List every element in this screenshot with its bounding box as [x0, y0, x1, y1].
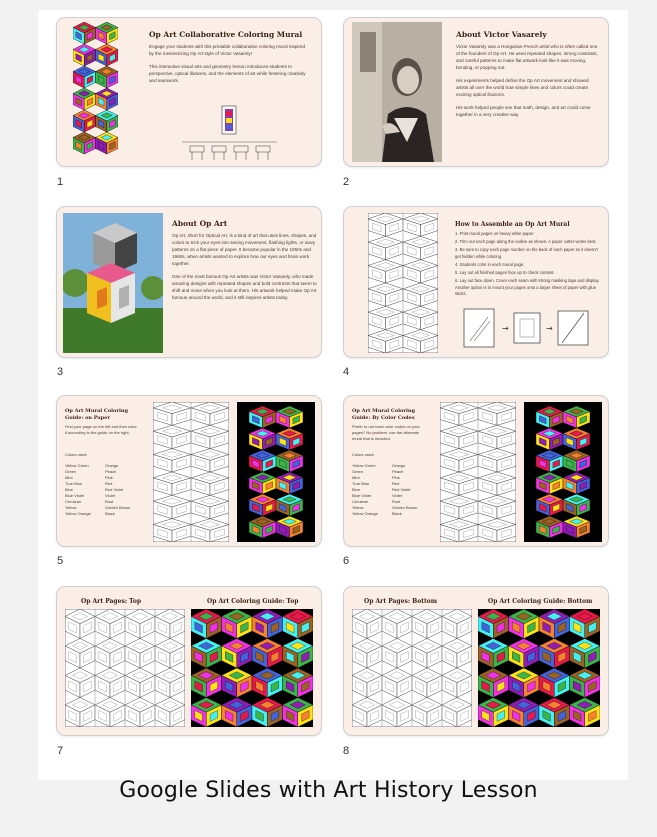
- color-item: Red Violet: [105, 487, 124, 492]
- color-item: Green: [352, 469, 364, 474]
- color-item: Blue Violet: [65, 493, 85, 498]
- color-item: Blue: [65, 487, 74, 492]
- slide-7-title-right: Op Art Coloring Guide: Top: [207, 598, 299, 605]
- slide-8-title-left: Op Art Pages: Bottom: [364, 598, 438, 605]
- color-item: Yellow Orange: [352, 511, 378, 516]
- colored-mural-guide: [237, 402, 315, 542]
- slide-number: 8: [343, 745, 350, 757]
- color-item: Pink: [105, 475, 113, 480]
- uncolored-mural-bottom: [352, 609, 472, 727]
- color-list: [352, 452, 432, 532]
- color-item: Black: [392, 511, 402, 516]
- color-item: Golden Brown: [105, 505, 131, 510]
- color-item: Yellow Green: [352, 463, 376, 468]
- slide-6-intro: Prefer to not have color codes on your pages? No problem, use the alternate mural that is included.: [352, 424, 420, 441]
- slide-1-paragraph: Engage your students with this printable collaborative coloring mural inspired by the mesmerizing Op Art style of Victor Vasarely!: [149, 44, 306, 56]
- slide-number: 6: [343, 555, 350, 567]
- slide-1[interactable]: [56, 17, 322, 167]
- assembly-step: 4. Students color in each mural page.: [455, 261, 525, 267]
- slide-number: 7: [57, 745, 64, 757]
- slide-2-paragraph: His work helped people see that math, design, and art could come together in a very creative way.: [456, 105, 591, 117]
- color-item: Golden Brown: [392, 505, 418, 510]
- slide-7-title-left: Op Art Pages: Top: [81, 598, 142, 605]
- color-item: Yellow: [352, 505, 364, 510]
- color-item: Peach: [392, 469, 404, 474]
- color-item: Rust: [392, 499, 401, 504]
- color-item: Violet: [392, 493, 402, 498]
- slide-8-title-right: Op Art Coloring Guide: Bottom: [488, 598, 593, 605]
- color-list-right: [105, 463, 130, 517]
- color-item: Black: [105, 511, 115, 516]
- color-item: Red Violet: [392, 487, 411, 492]
- colors-used-label: Colors used:: [65, 452, 88, 457]
- svg-text:→: →: [502, 324, 509, 333]
- slide-2-title: About Victor Vasarely: [456, 30, 547, 39]
- color-item: Pink: [392, 475, 400, 480]
- color-item: True Blue: [352, 481, 370, 486]
- slide-number: 2: [343, 176, 350, 188]
- colors-used-label: Colors used:: [352, 452, 375, 457]
- op-art-sculpture-photo: [63, 213, 163, 353]
- assembly-step: 3. Be sure to copy each page number on the back of each paper so it doesn't get hidden while coloring.: [455, 247, 598, 259]
- assembly-step: 2. Trim out each page along the cutline as shown. A paper cutter works best.: [455, 239, 597, 245]
- color-item: Yellow Orange: [65, 511, 91, 516]
- slide-4-steps: [455, 231, 600, 299]
- color-item: True Blue: [65, 481, 83, 486]
- slide-5-intro: Find your page on the left and then color it according to the guide on the right.: [65, 424, 137, 435]
- color-item: Cerulean: [352, 499, 369, 504]
- slide-4[interactable]: [343, 206, 609, 358]
- vasarely-portrait-photo: [352, 22, 442, 162]
- slide-3-body: [172, 232, 317, 307]
- slide-number: 4: [343, 366, 350, 378]
- color-item: Mint: [352, 475, 360, 480]
- color-item: Cerulean: [65, 499, 82, 504]
- slide-1-body: [149, 43, 309, 90]
- slide-6[interactable]: [343, 395, 609, 547]
- color-item: Yellow: [65, 505, 77, 510]
- classroom-mural-illustration: [182, 104, 277, 162]
- colored-mural-guide: [524, 402, 602, 542]
- color-list: [65, 452, 145, 532]
- page-caption: Google Slides with Art History Lesson: [119, 778, 538, 803]
- op-art-colored-mural-image: [73, 22, 118, 162]
- colored-guide-bottom: [478, 609, 600, 727]
- uncolored-mural-top: [65, 609, 185, 727]
- color-item: Red: [105, 481, 113, 486]
- uncolored-mural-layout: [368, 213, 438, 353]
- slide-3-paragraph: Op Art, short for Optical Art, is a kind of art that uses lines, shapes, and colors to trick your eyes into seeing movement, flashing lights, or wavy patterns on a flat piece of paper. It became popular in the 1950s and 1960s, when artists wanted to explore how our eyes and brain work together.: [172, 233, 317, 266]
- slide-2-paragraph: Victor Vasarely was a Hungarian-French artist who is often called one of the founders of Op Art. He used repeated shapes, strong contrasts, and careful patterns to make flat artwork look like it was moving, bending, or popping out.: [456, 44, 598, 70]
- color-item: Peach: [105, 469, 117, 474]
- assembly-step: 5. Lay out all finished pages face up to check content.: [455, 269, 555, 275]
- color-item: Red: [392, 481, 400, 486]
- color-list-right: [392, 463, 417, 517]
- slide-2-body: [456, 43, 601, 124]
- color-item: Yellow Green: [65, 463, 89, 468]
- slide-3-title: About Op Art: [172, 219, 228, 228]
- slide-2[interactable]: [343, 17, 609, 167]
- color-item: Orange: [105, 463, 119, 468]
- slide-2-paragraph: His experiments helped define the Op Art movement and showed artists all over the world how simple lines and colors could create exciting optical illusions.: [456, 78, 589, 97]
- slide-number: 1: [57, 176, 64, 188]
- slide-5-title: Op Art Mural Coloring Guide: on Paper: [65, 408, 129, 421]
- slide-7[interactable]: [56, 586, 322, 736]
- slide-1-title: Op Art Collaborative Coloring Mural: [149, 30, 303, 39]
- slide-3[interactable]: [56, 206, 322, 358]
- slide-3-paragraph: One of the most famous Op Art artists was Victor Vasarely, who made amazing designs with repeated shapes and bold contrasts that seem to shift and move when you look at them. His artwork helped make Op Art famous around the world, and it still inspires artists today.: [172, 274, 317, 300]
- colored-guide-top: [191, 609, 313, 727]
- assembly-step: 1. Print mural pages on heavy white paper.: [455, 231, 535, 236]
- color-item: Green: [65, 469, 77, 474]
- assembly-diagram: [462, 307, 592, 349]
- svg-text:→: →: [546, 324, 553, 333]
- slide-number: 5: [57, 555, 64, 567]
- color-item: Blue Violet: [352, 493, 372, 498]
- color-item: Rust: [105, 499, 114, 504]
- color-list-left: [352, 463, 378, 517]
- slide-1-paragraph: This interactive visual arts and geometry lesson introduces students to perspective, optical illusions, and the elements of art while fostering creativity and teamwork.: [149, 64, 306, 83]
- color-item: Blue: [352, 487, 361, 492]
- uncolored-mural-pages: [440, 402, 516, 542]
- slide-number: 3: [57, 366, 64, 378]
- color-item: Violet: [105, 493, 115, 498]
- slide-6-title: Op Art Mural Coloring Guide: By Color Codes: [352, 408, 416, 421]
- assembly-step: 6. Lay out face down. Cover each seam with strong masking tape and display. Another option is to mount your pages onto a larger sheet of paper with glue sticks.: [455, 278, 600, 297]
- color-item: Mint: [65, 475, 73, 480]
- color-list-left: [65, 463, 91, 517]
- slide-4-title: How to Assemble an Op Art Mural: [455, 221, 570, 228]
- color-item: Orange: [392, 463, 406, 468]
- uncolored-mural-pages: [153, 402, 229, 542]
- slide-8[interactable]: [343, 586, 609, 736]
- slide-5[interactable]: [56, 395, 322, 547]
